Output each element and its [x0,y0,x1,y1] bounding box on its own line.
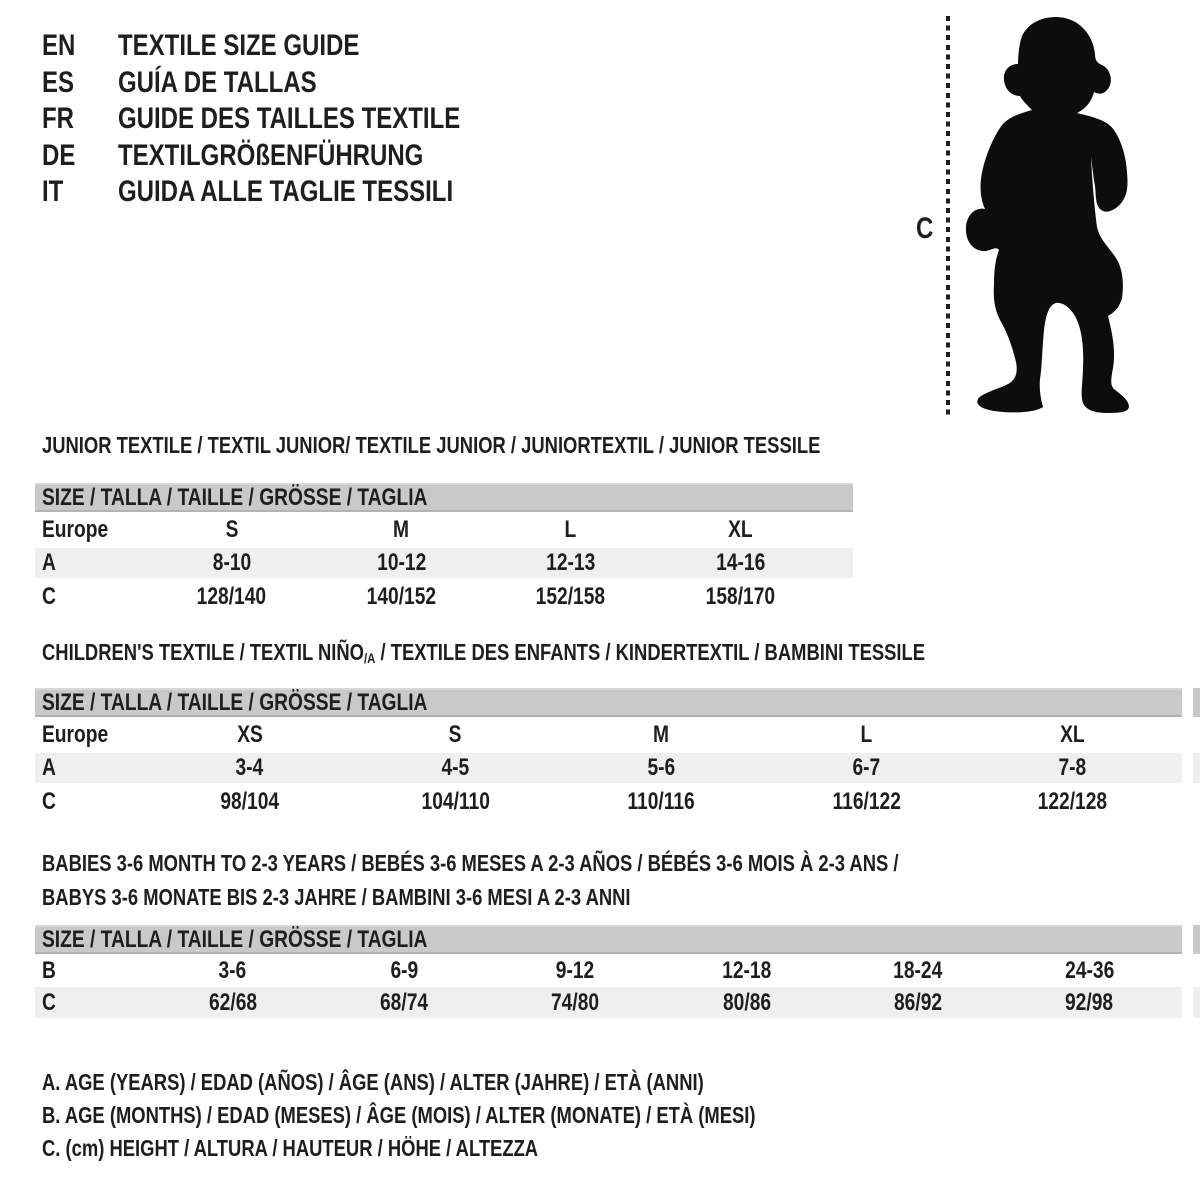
table-row [35,954,1182,987]
language-label: TEXTILGRÖßENFÜHRUNG [118,138,424,172]
value-cell [353,721,559,749]
row-label-text: A [42,754,56,781]
legend [42,1066,934,1165]
value-text: 116/122 [832,788,901,815]
row-label-cell [35,721,147,749]
value-cell [969,754,1175,782]
value-text: 18-24 [893,956,943,984]
value-cell [147,788,353,816]
value-text: 104/110 [421,788,490,815]
size-table [35,688,1182,821]
size-table [35,483,853,616]
language-label: GUIDA ALLE TAGLIE TESSILI [118,175,454,209]
value-text: 80/86 [722,988,771,1016]
value-cell [147,957,318,985]
section-title-text [42,636,925,674]
value-cell [1004,957,1175,985]
section-title-text: BABIES 3-6 MONTH TO 2-3 YEARS / BEBÉS 3-6 MESES A 2-3 AÑOS / BÉBÉS 3-6 MOIS À 2-3 ANS / [42,850,899,876]
row-label-text: Europe [42,516,109,543]
legend-line [42,1132,934,1165]
value-cell [832,957,1003,985]
value-text: 4-5 [441,754,470,781]
value-text: 7-8 [1058,754,1087,781]
value-cell [969,721,1175,749]
section-titles [42,847,1113,914]
value-cell [558,754,764,782]
language-row [42,101,546,138]
table-edge-fragment [1193,925,1200,954]
value-text: XS [236,721,263,748]
title-segment: CHILDREN'S TEXTILE / TEXTIL NIÑO [42,639,364,665]
section-titles [42,636,1146,670]
row-label-text: Europe [42,721,109,748]
value-cell [486,516,656,544]
table-header-text: SIZE / TALLA / TAILLE / GRÖSSE / TAGLIA [42,483,428,511]
value-cell [147,549,317,577]
table-row [35,717,1182,753]
row-label-text: C [42,583,56,610]
value-text: 68/74 [379,988,429,1016]
value-text: 158/170 [705,583,775,610]
value-cell [318,989,489,1017]
language-row [42,28,546,65]
value-cell [490,989,661,1017]
table-edge-fragment [1193,753,1200,783]
language-code: FR [42,102,74,136]
value-cell [147,583,317,611]
language-code: DE [42,138,76,172]
value-text: 152/158 [536,583,606,610]
table-header-bar [35,483,853,512]
height-measure-label-text: C [916,212,934,245]
height-measure-label [916,212,938,246]
value-text: 8-10 [212,549,251,576]
value-text: 128/140 [197,583,267,610]
value-text: S [225,516,239,543]
title-segment: /A [363,650,376,667]
value-text: 24-36 [1064,956,1114,984]
value-cell [1004,989,1175,1017]
value-text: 122/128 [1037,788,1107,815]
value-text: 6-9 [390,956,418,984]
value-cell [558,721,764,749]
section-title-line [42,847,1113,881]
value-text: 9-12 [556,956,595,984]
value-text: 10-12 [376,549,426,576]
value-cell [317,549,487,577]
table-edge-fragment [1193,688,1200,717]
value-text: M [652,721,669,748]
row-label-text: B [42,956,56,984]
row-label-cell [35,549,147,577]
value-cell [318,957,489,985]
row-label-cell [35,516,147,544]
value-text: 74/80 [551,988,600,1016]
value-text: 12-13 [546,549,596,576]
legend-line [42,1099,934,1132]
section-title-text: BABYS 3-6 MONATE BIS 2-3 JAHRE / BAMBINI 3-6 MESI A 2-3 ANNI [42,883,631,910]
value-text: 98/104 [220,788,280,815]
legend-text: B. AGE (MONTHS) / EDAD (MESES) / ÂGE (MOIS) / ALTER (MONATE) / ETÀ (MESI) [42,1102,756,1128]
language-list [42,28,546,211]
title-segment: / TEXTILE DES ENFANTS / KINDERTEXTIL / BAMBINI TESSILE [375,639,926,665]
row-label-cell [35,583,147,611]
value-cell [656,583,826,611]
section-title-line [42,881,1113,915]
row-label-cell [35,754,147,782]
language-label: TEXTILE SIZE GUIDE [118,29,360,63]
value-cell [661,957,832,985]
language-row [42,138,546,175]
table-edge-fragment [1193,987,1200,1018]
legend-text: C. (cm) HEIGHT / ALTURA / HAUTEUR / HÖHE / ALTEZZA [42,1135,539,1161]
value-text: 86/92 [893,988,942,1016]
language-label: GUIDE DES TAILLES TEXTILE [118,102,461,136]
table-row [35,548,853,578]
legend-text: A. AGE (YEARS) / EDAD (AÑOS) / ÂGE (ANS) / ALTER (JAHRE) / ETÀ (ANNI) [42,1069,704,1095]
value-cell [486,583,656,611]
value-cell [147,516,317,544]
value-cell [558,788,764,816]
row-label-text: C [42,788,56,815]
value-cell [656,516,826,544]
row-label-text: C [42,988,56,1016]
section-title-text: JUNIOR TEXTILE / TEXTIL JUNIOR/ TEXTILE JUNIOR / JUNIORTEXTIL / JUNIOR TESSILE [42,432,821,458]
value-text: 3-6 [218,956,247,984]
value-cell [764,788,970,816]
table-header-bar [35,688,1182,717]
value-text: S [448,721,462,748]
value-cell [353,754,559,782]
table-row [35,783,1182,821]
value-cell [147,989,318,1017]
toddler-silhouette-path [966,17,1129,413]
value-cell [353,788,559,816]
language-code: ES [42,65,75,99]
section-title-line [42,636,1146,670]
table-row [35,987,1182,1018]
value-text: 6-7 [852,754,881,781]
value-cell [317,516,487,544]
table-header-text: SIZE / TALLA / TAILLE / GRÖSSE / TAGLIA [42,925,428,953]
value-text: M [393,516,410,543]
value-cell [656,549,826,577]
value-cell [764,721,970,749]
value-text: 3-4 [235,754,264,781]
section-title-line [42,429,1015,463]
value-text: 92/98 [1065,988,1114,1016]
value-text: 5-6 [647,754,675,781]
table-row [35,512,853,548]
value-text: L [564,516,577,543]
value-cell [147,721,353,749]
value-cell [147,754,353,782]
value-text: 12-18 [722,956,772,984]
value-cell [486,549,656,577]
value-text: XL [727,516,753,543]
toddler-silhouette-icon [956,12,1138,418]
language-label: GUÍA DE TALLAS [118,65,317,99]
table-row [35,753,1182,783]
language-row [42,65,546,102]
legend-line [42,1066,934,1099]
value-text: 140/152 [366,583,436,610]
value-text: L [860,721,873,748]
value-cell [969,788,1175,816]
value-text: 110/116 [627,788,695,815]
section-titles [42,429,1015,463]
row-label-cell [35,989,147,1017]
value-cell [490,957,661,985]
language-code: IT [42,175,64,209]
language-row [42,174,546,211]
value-text: 62/68 [208,988,257,1016]
value-text: 14-16 [715,549,765,576]
table-header-bar [35,925,1182,954]
value-text: XL [1059,721,1085,748]
row-label-cell [35,957,147,985]
row-label-cell [35,788,147,816]
size-table [35,925,1182,1018]
height-measure-line [946,16,950,416]
value-cell [317,583,487,611]
table-header-text: SIZE / TALLA / TAILLE / GRÖSSE / TAGLIA [42,688,428,716]
row-label-text: A [42,549,56,576]
language-code: EN [42,29,76,63]
value-cell [661,989,832,1017]
value-cell [832,989,1003,1017]
value-cell [764,754,970,782]
table-row [35,578,853,616]
